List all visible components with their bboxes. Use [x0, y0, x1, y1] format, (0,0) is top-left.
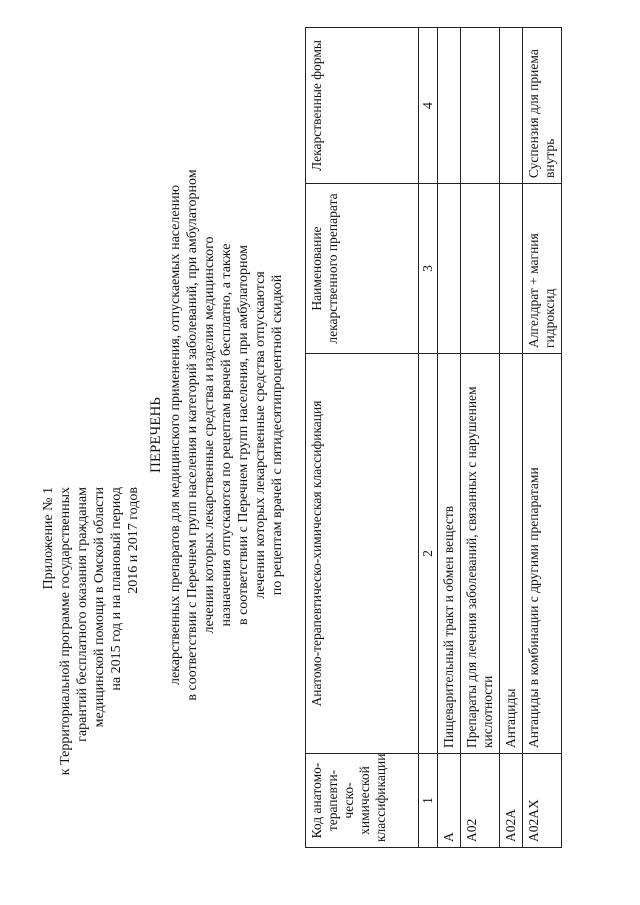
classification-cell: Антациды [500, 354, 523, 754]
table-row [500, 28, 523, 848]
title-line: лечении которых лекарственные средства отпускаются [253, 271, 268, 599]
title-line: лечении которых лекарственные средства и изделия медицинского [202, 236, 217, 634]
atc-code-cell: A02 [461, 754, 500, 848]
table-row [523, 28, 562, 848]
drug-name-cell [438, 184, 461, 354]
atc-code-cell: A02A [500, 754, 523, 848]
column-header-drug-name: Наименование лекарственного препарата [306, 184, 419, 354]
drug-name-cell [500, 184, 523, 354]
annex-line: Приложение № 1 [41, 487, 56, 590]
drug-name-cell [461, 184, 500, 354]
classification-cell: Препараты для лечения заболеваний, связанных с нарушением кислотности [461, 354, 500, 754]
annex-line: к Территориальной программе государственных [58, 487, 73, 776]
drug-name-cell: Алгелдрат + магния гидроксид [523, 184, 562, 354]
annex-line: 2016 и 2017 годов [126, 487, 141, 594]
column-number: 4 [419, 28, 438, 184]
classification-cell: Пищеварительный тракт и обмен веществ [438, 354, 461, 754]
dosage-form-cell [438, 28, 461, 184]
column-header-dosage-forms: Лекарственные формы [306, 28, 419, 184]
atc-code-cell: A [438, 754, 461, 848]
annex-header [40, 487, 142, 847]
classification-cell: Антациды в комбинации с другими препаратами [523, 354, 562, 754]
title-line: по рецептам врачей с пятидесятипроцентной скидкой [270, 274, 285, 596]
annex-line: на 2015 год и на плановый период [109, 487, 124, 691]
column-number: 1 [419, 754, 438, 848]
column-header-code: Код анатомо-терапевти-ческо-химической классификации [306, 754, 419, 848]
table-row [438, 28, 461, 848]
dosage-form-cell: Суспензия для приема внутрь [523, 28, 562, 184]
title-line: в соответствии с Перечнем групп населения и категорий заболеваний, при амбулаторном [185, 169, 200, 701]
atc-code-cell: A02AX [523, 754, 562, 848]
dosage-form-cell [461, 28, 500, 184]
table-row [461, 28, 500, 848]
drug-list-table [305, 27, 562, 848]
annex-line: гарантий бесплатного оказания гражданам [75, 487, 90, 742]
column-number: 3 [419, 184, 438, 354]
title-line: назначения отпускаются по рецептам врачей бесплатно, а также [219, 243, 234, 627]
dosage-form-cell [500, 28, 523, 184]
document-title [148, 145, 286, 725]
title-line: в соответствии с Перечнем групп населения, при амбулаторном [236, 244, 251, 626]
title-heading: ПЕРЕЧЕНЬ [148, 397, 164, 473]
column-header-classification: Анатомо-терапевтическо-химическая классификация [306, 354, 419, 754]
annex-line: медицинской помощи в Омской области [92, 487, 107, 728]
table-header-row [306, 28, 419, 848]
title-line: лекарственных препаратов для медицинского применения, отпускаемых населению [168, 184, 183, 686]
column-number: 2 [419, 354, 438, 754]
table-number-row [419, 28, 438, 848]
